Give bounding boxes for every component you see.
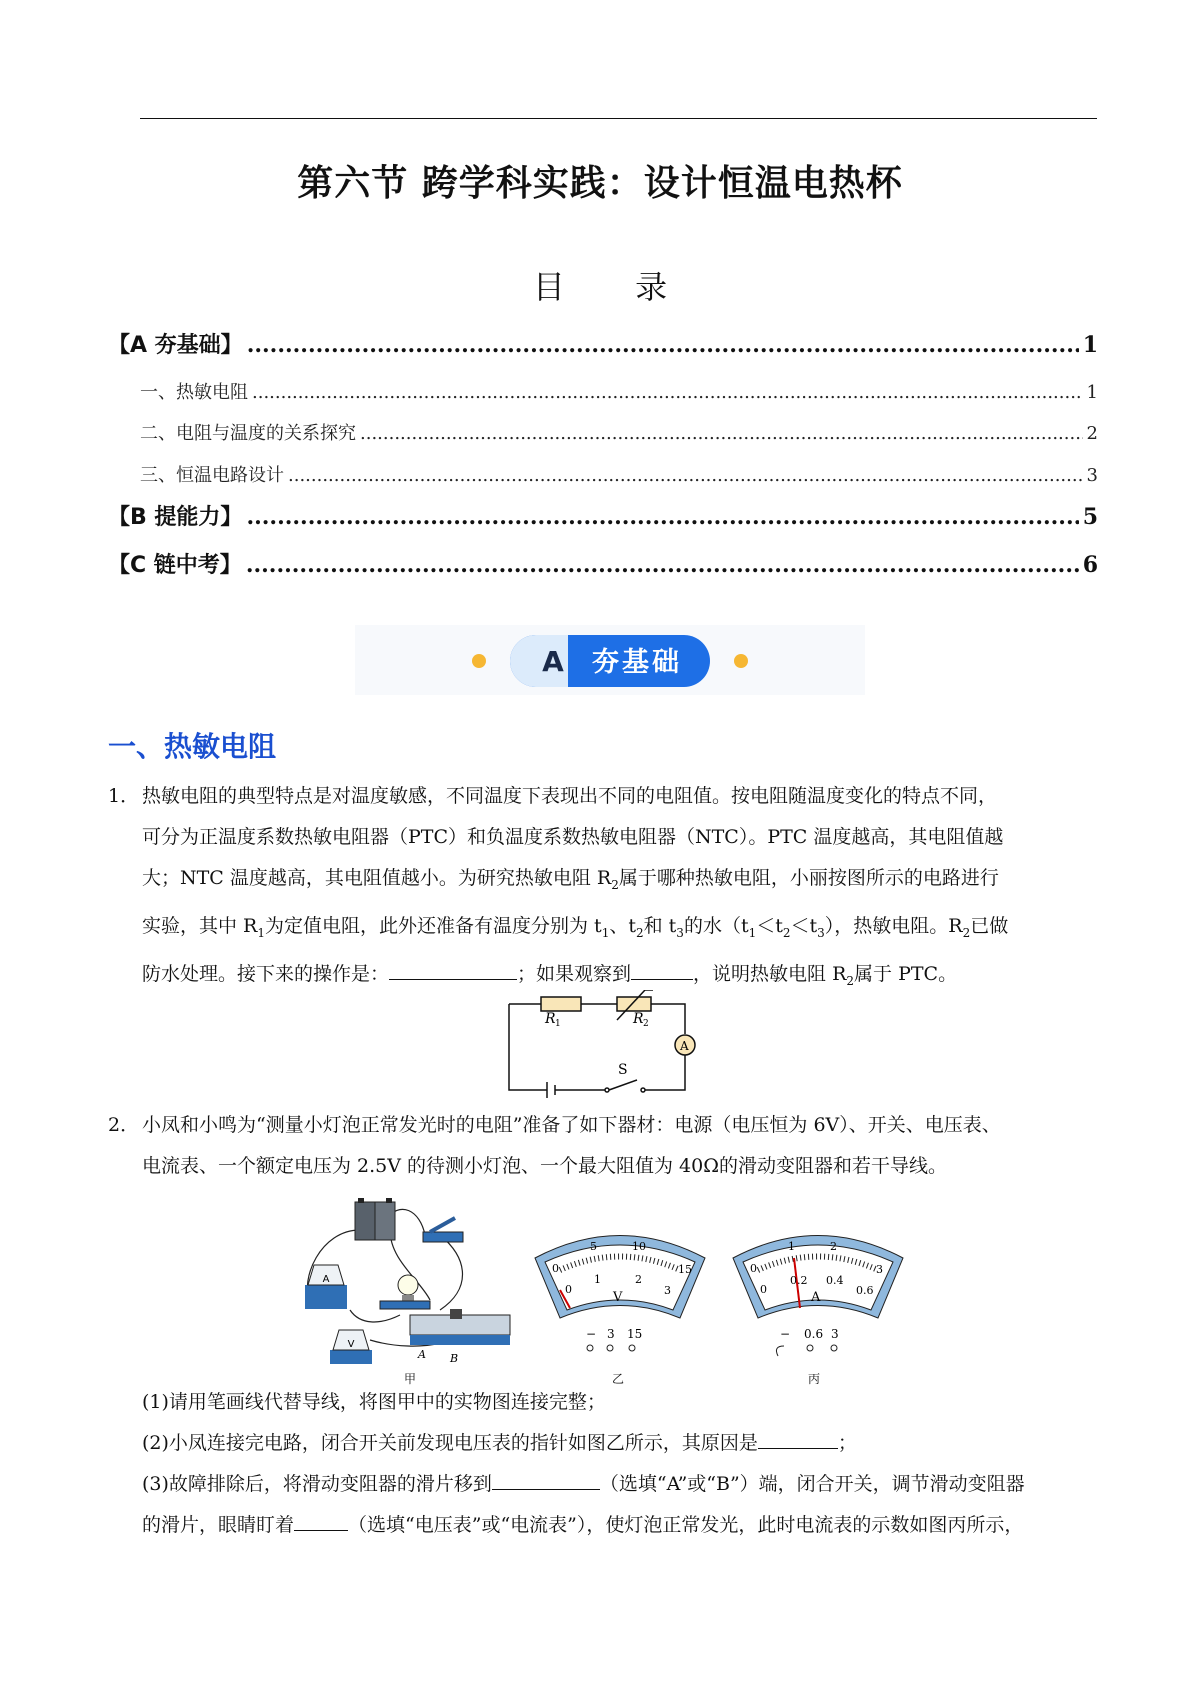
svg-text:0: 0 — [565, 1283, 572, 1296]
section-banner — [355, 625, 865, 695]
svg-text:2: 2 — [830, 1240, 837, 1253]
svg-text:0: 0 — [760, 1283, 767, 1296]
figure-caption-jia: 甲 — [404, 1372, 417, 1386]
header-rule — [140, 118, 1097, 119]
svg-text:1: 1 — [555, 1019, 561, 1029]
svg-text:15: 15 — [627, 1327, 643, 1341]
rheostat-icon — [410, 1309, 510, 1365]
svg-text:5: 5 — [590, 1240, 597, 1253]
svg-text:A: A — [680, 1039, 689, 1053]
question-2-parts: (1)请用笔画线代替导线，将图甲中的实物图连接完整； (2)小凤连接完电路，闭合开关前发现电压表的指针如图乙所示，其原因是 ； (3)故障排除后，将滑动变阻器的滑片移到 （选填“A”或“B”）端，闭合开关，调节滑动变阻器 的滑片，眼睛盯着 （选填“电压表”或“电流表”），使灯泡正常发光，此时电流表的示数如图丙所示， — [142, 1391, 1025, 1536]
svg-text:1: 1 — [788, 1240, 795, 1253]
svg-text:0: 0 — [552, 1262, 559, 1275]
banner-letter: A — [542, 645, 564, 678]
svg-text:0.2: 0.2 — [790, 1274, 808, 1287]
answer-blank-5[interactable] — [294, 1510, 348, 1531]
svg-text:2: 2 — [643, 1019, 649, 1029]
svg-text:15: 15 — [678, 1263, 692, 1276]
toc-item-c[interactable]: 【C 链中考】 ..... 6 — [108, 548, 1098, 579]
figure-yi-voltmeter — [530, 1228, 710, 1373]
figure-caption-bing: 丙 — [808, 1372, 821, 1386]
svg-text:V: V — [613, 1290, 623, 1305]
circuit-diagram — [505, 990, 705, 1100]
svg-text:3: 3 — [664, 1284, 671, 1297]
figure-jia-apparatus — [300, 1190, 525, 1370]
svg-text:S: S — [618, 1062, 628, 1078]
svg-text:−: − — [586, 1327, 597, 1341]
toc-item-circuit-design[interactable]: 三、恒温电路设计 ..... 3 — [140, 461, 1098, 487]
svg-text:A: A — [322, 1274, 330, 1285]
toc-heading: 目 录 — [532, 268, 698, 306]
svg-text:0.4: 0.4 — [826, 1274, 844, 1287]
svg-text:R: R — [633, 1011, 644, 1027]
toc-item-resistance-temp[interactable]: 二、电阻与温度的关系探究 ..... 2 — [140, 419, 1098, 445]
answer-blank-3[interactable] — [758, 1428, 838, 1449]
svg-text:−: − — [780, 1327, 791, 1341]
svg-text:A: A — [811, 1290, 821, 1305]
bulb-icon — [380, 1275, 430, 1309]
svg-text:B: B — [450, 1352, 459, 1365]
svg-text:V: V — [347, 1339, 355, 1350]
toc-item-thermistor[interactable]: 一、热敏电阻 ..... 1 — [140, 378, 1098, 404]
page-title: 第六节 跨学科实践：设计恒温电热杯 — [297, 163, 903, 204]
answer-blank-2[interactable] — [631, 959, 693, 980]
banner-text: 夯基础 — [592, 647, 682, 678]
switch-icon — [423, 1218, 463, 1242]
svg-text:2: 2 — [635, 1273, 642, 1286]
answer-blank-1[interactable] — [389, 959, 517, 980]
svg-text:3: 3 — [607, 1327, 615, 1341]
svg-text:0: 0 — [750, 1262, 757, 1275]
svg-text:10: 10 — [632, 1240, 646, 1253]
question-1: 1． 热敏电阻的典型特点是对温度敏感，不同温度下表现出不同的电阻值。按电阻随温度变化的特点不同， 可分为正温度系数热敏电阻器（PTC）和负温度系数热敏电阻器（NTC）。PTC 温度越高，其电阻值越 大；NTC 温度越高，其电阻值越小。为研究热敏电阻 $R_2$属于哪种热敏电阻，小丽按图所示的电路进行 实验，其中 $R_1$为定值电阻，此外还准备有温度分别为 $t_1$、$t_2$和 $t_3$的水$(t_1<t_2<t_3)$，热敏电阻。$R_2$已做 防水处理。接下来的操作是： ；如果观察到 ，说明热敏电阻 $R_2$属于 PTC。 — [108, 785, 1009, 988]
svg-text:0.6: 0.6 — [856, 1284, 874, 1297]
svg-text:3: 3 — [876, 1263, 883, 1276]
toc-item-b[interactable]: 【B 提能力】 ..... 5 — [108, 500, 1098, 531]
svg-text:R: R — [545, 1011, 556, 1027]
voltmeter-small-icon — [305, 1265, 347, 1309]
voltmeter-small2-icon — [330, 1330, 372, 1364]
figure-caption-yi: 乙 — [612, 1372, 625, 1386]
battery-icon — [355, 1198, 395, 1240]
svg-text:1: 1 — [594, 1273, 601, 1286]
toc-item-a[interactable]: 【A 夯基础】 ..... 1 — [108, 328, 1098, 359]
question-2: 2． 小凤和小鸣为“测量小灯泡正常发光时的电阻”准备了如下器材：电源（电压恒为 6V）、开关、电压表、 电流表、一个额定电压为 2.5V 的待测小灯泡、一个最大阻值为 40Ω的滑动变阻器和若干导线。 — [108, 1114, 1001, 1177]
figure-bing-ammeter — [728, 1228, 908, 1373]
answer-blank-4[interactable] — [492, 1469, 600, 1490]
svg-text:A: A — [418, 1348, 426, 1361]
svg-text:0.6: 0.6 — [804, 1327, 824, 1341]
section-heading: 一、热敏电阻 — [108, 730, 277, 763]
svg-text:3: 3 — [831, 1327, 839, 1341]
